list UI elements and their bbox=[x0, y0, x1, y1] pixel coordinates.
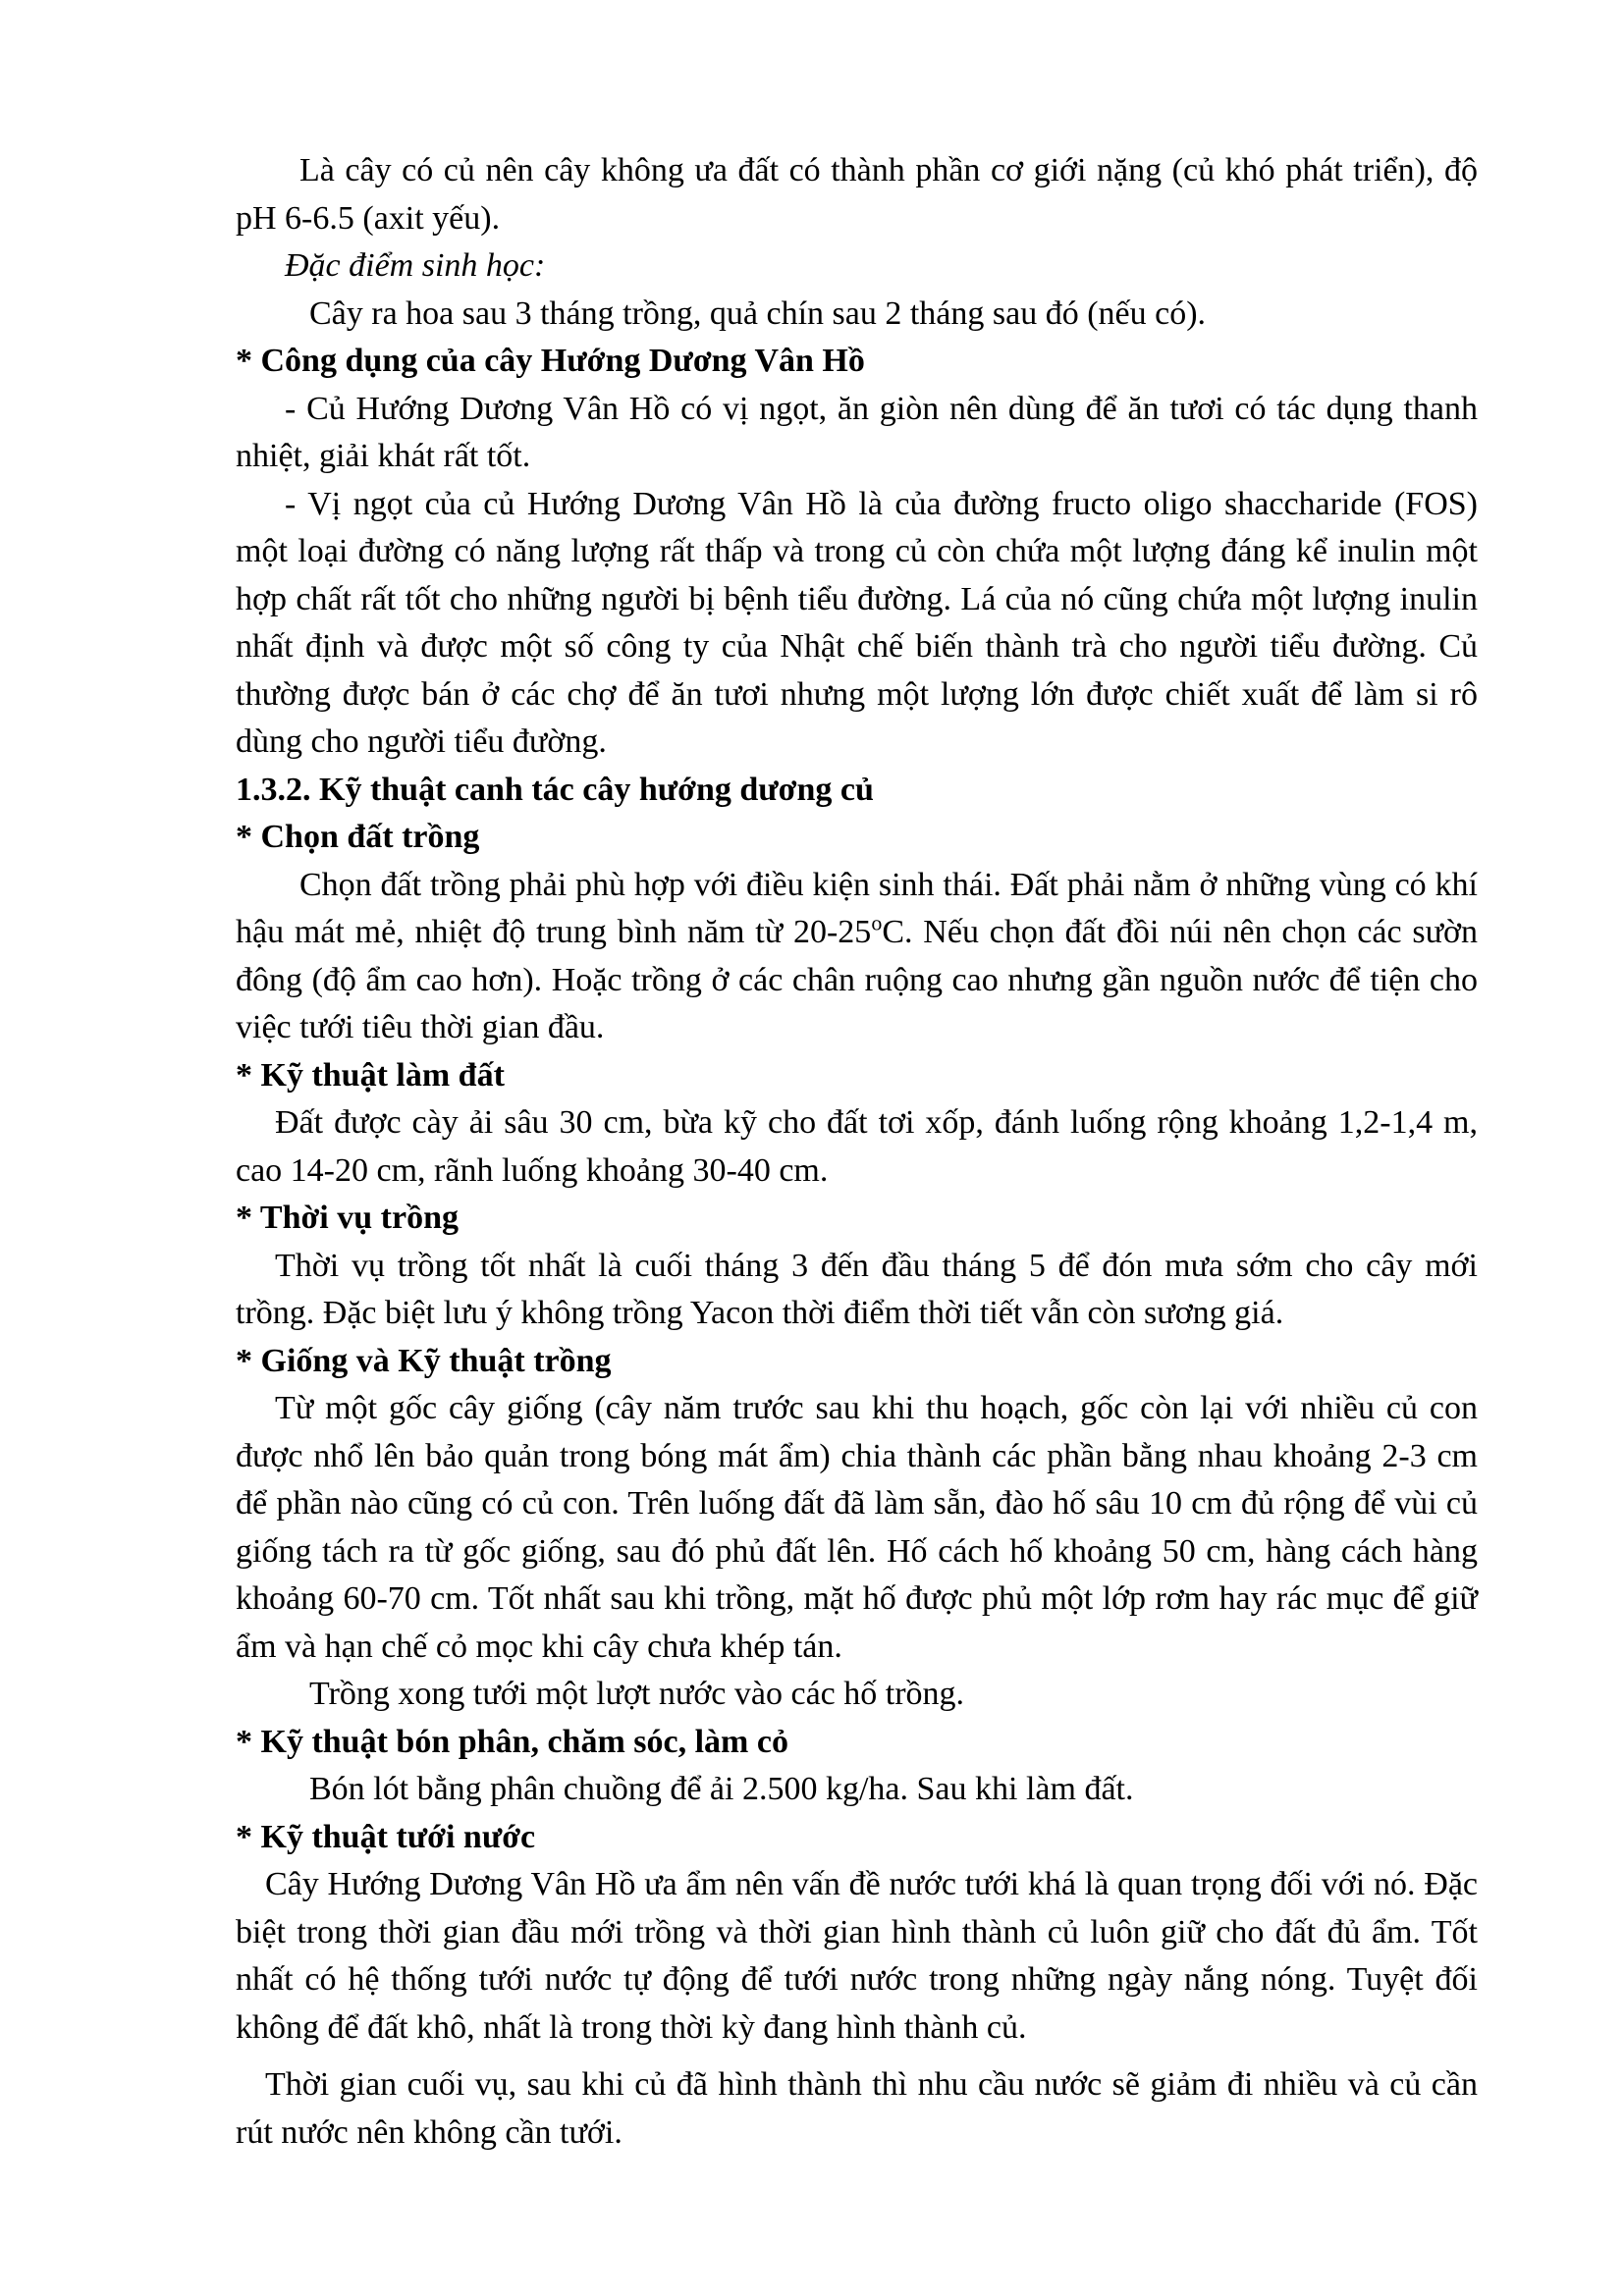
paragraph-choose-soil-part2: C. Nếu chọn đất đồi núi nên chọn các sườn đông (độ ẩm cao hơn). Hoặc trồng ở các chân ruộng cao nhưng gần nguồn nước để tiện cho việc tưới tiêu thời gian đầu. bbox=[236, 914, 1479, 1045]
paragraph-planting-season: Thời vụ trồng tốt nhất là cuối tháng 3 đến đầu tháng 5 để đón mưa sớm cho cây mới trồng. Đặc biệt lưu ý không trồng Yacon thời điểm thời tiết vẫn còn sương giá. bbox=[236, 1247, 1478, 1331]
paragraph-end-season: Thời gian cuối vụ, sau khi củ đã hình thành thì nhu cầu nước sẽ giảm đi nhiều và củ cần rút nước nên không cần tưới. bbox=[236, 2066, 1478, 2151]
paragraph-tillage: Đất được cày ải sâu 30 cm, bừa kỹ cho đất tơi xốp, đánh luống rộng khoảng 1,2-1,4 m, cao 14-20 cm, rãnh luống khoảng 30-40 cm. bbox=[236, 1104, 1478, 1189]
heading-watering: * Kỹ thuật tưới nước bbox=[236, 1818, 536, 1855]
degree-superscript: o bbox=[871, 910, 883, 935]
paragraph-fertilizing: Bón lót bằng phân chuồng để ải 2.500 kg/ha. Sau khi làm đất. bbox=[309, 1771, 1134, 1807]
paragraph-uses-fos: - Vị ngọt của củ Hướng Dương Vân Hồ là của đường fructo oligo shaccharide (FOS) một loại đường có năng lượng rất thấp và trong củ còn chứa một lượng đáng kể inulin một hợp chất rất tốt cho những người bị bệnh tiểu đường. Lá của nó cũng chứa một lượng inulin nhất định và được một số công ty của Nhật chế biến thành trà cho người tiểu đường. Củ thường được bán ở các chợ để ăn tươi nhưng một lượng lớn được chiết xuất để làm si rô dùng cho người tiểu đường. bbox=[236, 485, 1478, 760]
paragraph-choose-soil bbox=[236, 862, 1478, 1052]
heading-seed-planting: * Giống và Kỹ thuật trồng bbox=[236, 1342, 612, 1379]
heading-tillage: * Kỹ thuật làm đất bbox=[236, 1056, 505, 1094]
subheading-biological-traits: Đặc điểm sinh học: bbox=[285, 247, 546, 284]
heading-section-1-3-2: 1.3.2. Kỹ thuật canh tác cây hướng dương củ bbox=[236, 771, 874, 808]
paragraph-first-watering: Trồng xong tưới một lượt nước vào các hố trồng. bbox=[309, 1676, 965, 1712]
paragraph-soil-texture: Là cây có củ nên cây không ưa đất có thành phần cơ giới nặng (củ khó phát triển), độ pH 6-6.5 (axit yếu). bbox=[236, 152, 1478, 237]
paragraph-watering: Cây Hướng Dương Vân Hồ ưa ẩm nên vấn đề nước tưới khá là quan trọng đối với nó. Đặc biệt trong thời gian đầu mới trồng và thời gian hình thành củ luôn giữ cho đất đủ ẩm. Tốt nhất có hệ thống tưới nước tự động để tưới nước trong những ngày nắng nóng. Tuyệt đối không để đất khô, nhất là trong thời kỳ đang hình thành củ. bbox=[236, 1866, 1478, 2046]
heading-uses: * Công dụng của cây Hướng Dương Vân Hồ bbox=[236, 343, 865, 379]
heading-fertilizing: * Kỹ thuật bón phân, chăm sóc, làm cỏ bbox=[236, 1723, 788, 1760]
heading-planting-season: * Thời vụ trồng bbox=[236, 1200, 459, 1236]
heading-choose-soil: * Chọn đất trồng bbox=[236, 819, 480, 855]
document-page bbox=[236, 147, 1478, 2157]
paragraph-choose-soil-part1: Chọn đất trồng phải phù hợp với điều kiện sinh thái. Đất phải nằm ở những vùng có khí hậu mát mẻ, nhiệt độ trung bình năm từ 20-25 bbox=[236, 866, 1478, 950]
paragraph-seed-planting: Từ một gốc cây giống (cây năm trước sau khi thu hoạch, gốc còn lại với nhiều củ con được nhổ lên bảo quản trong bóng mát ẩm) chia thành các phần bằng nhau khoảng 2-3 cm để phần nào cũng có củ con. Trên luống đất đã làm sẵn, đào hố sâu 10 cm đủ rộng để vùi củ giống tách ra từ gốc giống, sau đó phủ đất lên. Hố cách hố khoảng 50 cm, hàng cách hàng khoảng 60-70 cm. Tốt nhất sau khi trồng, mặt hố được phủ một lớp rơm hay rác mục để giữ ẩm và hạn chế cỏ mọc khi cây chưa khép tán. bbox=[236, 1390, 1478, 1665]
paragraph-flowering: Cây ra hoa sau 3 tháng trồng, quả chín sau 2 tháng sau đó (nếu có). bbox=[309, 294, 1207, 332]
paragraph-uses-taste: - Củ Hướng Dương Vân Hồ có vị ngọt, ăn giòn nên dùng để ăn tươi có tác dụng thanh nhiệt, giải khát rất tốt. bbox=[236, 390, 1478, 474]
